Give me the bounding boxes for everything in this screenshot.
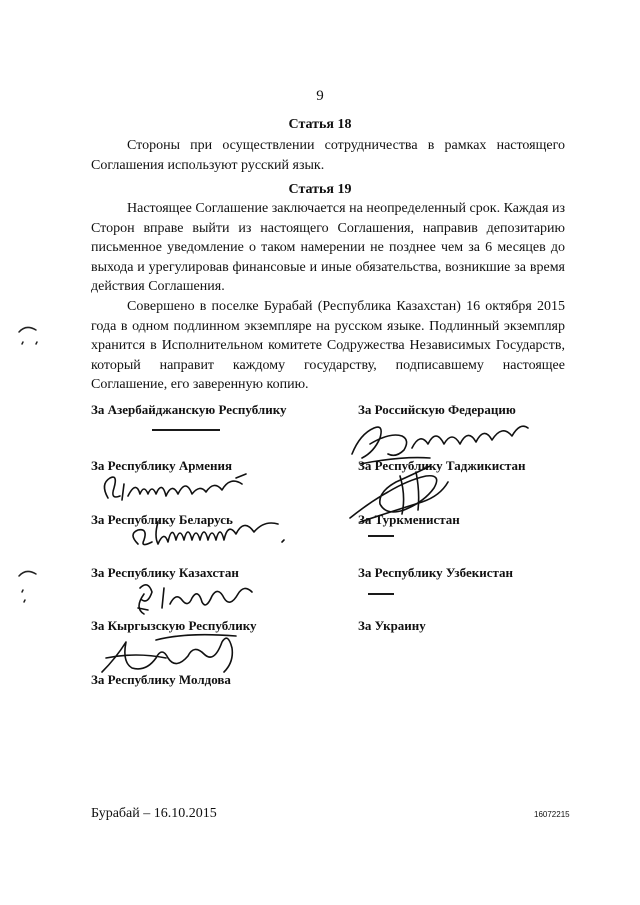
signatory-belarus: За Республику Беларусь [91,512,233,527]
signatory-moldova: За Республику Молдова [91,672,231,687]
signatory-azerbaijan: За Азербайджанскую Республику [91,402,287,417]
signatory-kazakhstan: За Республику Казахстан [91,565,239,580]
signatory-turkmenistan: За Туркменистан [358,512,460,527]
article-19-text: Настоящее Соглашение заключается на неопределенный срок. Каждая из Сторон вправе выйти из настоящего Соглашения, направив депозитарию письменное уведомление о таком намерении не позднее чем за 6 месяцев до выхода и урегулировав финансовые и иные обязательства, возникшие за время действия Соглашения. [91,201,565,294]
signature-line-azerbaijan [152,429,220,431]
signatory-armenia: За Республику Армения [91,458,232,473]
article-18-title: Статья 18 [288,117,352,132]
signature-line-turkmenistan [368,535,394,537]
signature-armenia [96,470,256,510]
footer-doc-code: 16072215 [534,810,570,819]
footer-place-date: Бурабай – 16.10.2015 [91,806,217,821]
signatory-uzbekistan: За Республику Узбекистан [358,565,513,580]
page-number: 9 [316,88,324,104]
margin-mark-bottom [16,566,42,606]
signature-kazakhstan [130,574,260,624]
closing-paragraph: Совершено в поселке Бурабай (Республика Казахстан) 16 октября 2015 года в одном подлинном экземпляре на русском языке. Подлинный экземпляр хранится в Исполнительном комитете Содружества Независимых Государств, который направит каждому государству, подписавшему настоящее Соглашение, его заверенную копию. [91,299,565,392]
article-19-title: Статья 19 [288,182,352,197]
margin-mark-top [16,322,42,348]
signatory-ukraine: За Украину [358,618,426,633]
signatory-tajikistan: За Республику Таджикистан [358,458,526,473]
signature-line-uzbekistan [368,593,394,595]
article-18-text: Стороны при осуществлении сотрудничества в рамках настоящего Соглашения используют русский язык. [91,138,565,173]
signatory-russia: За Российскую Федерацию [358,402,516,417]
signature-belarus [128,510,288,554]
signatory-kyrgyzstan: За Кыргызскую Республику [91,618,257,633]
